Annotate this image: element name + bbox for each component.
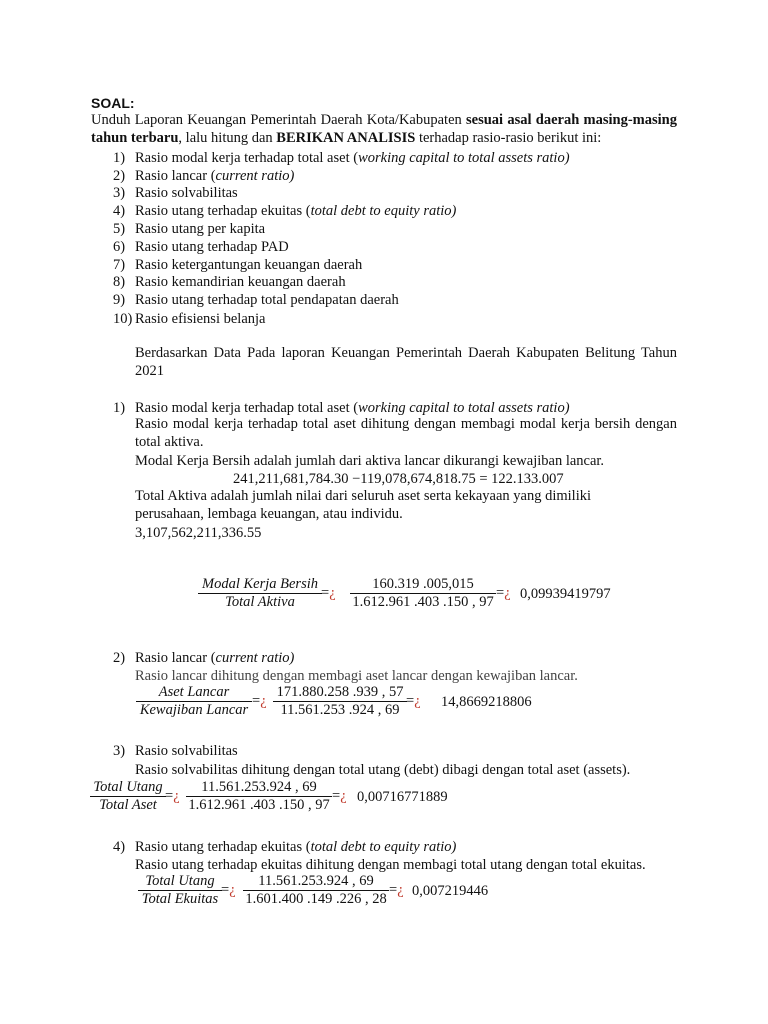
value-fraction: $\frac{171.880.258 .939 , 57}{11.561.253 .924 , 69}$ bbox=[273, 684, 407, 719]
value-fraction: $\frac{11.561.253.924 , 69}{1.601.400 .149 .226 , 28}$ bbox=[243, 873, 389, 908]
section-2-title: Rasio lancar (current ratio) bbox=[135, 650, 295, 666]
list-item: Rasio utang per kapita bbox=[135, 221, 266, 237]
intro-text-1: Unduh Laporan Keuangan Pemerintah Daerah Kota/Kabupaten bbox=[91, 112, 467, 128]
list-item-number: 6) bbox=[113, 239, 126, 255]
list-item: Rasio efisiensi belanja bbox=[135, 311, 266, 327]
equals-sign: =¿ bbox=[321, 585, 336, 601]
section-1-number: 1) bbox=[113, 400, 126, 416]
section-2-result: 14,8669218806 bbox=[441, 694, 532, 710]
formula-fraction: Aset Lancar Kewajiban Lancar bbox=[136, 684, 252, 719]
list-item-number: 9) bbox=[113, 292, 126, 308]
intro-bold-1: sesuai asal daerah masing-masing tahun terbaru bbox=[91, 112, 677, 146]
equals-sign: =¿ bbox=[221, 882, 236, 898]
section-1-result: 0,09939419797 bbox=[520, 586, 611, 602]
section-1-ta-definition: Total Aktiva adalah jumlah nilai dari seluruh aset serta kekayaan yang dimiliki perusahaan, lembaga keuangan, atau individu. bbox=[135, 488, 591, 522]
list-item: Rasio lancar (current ratio) bbox=[135, 168, 295, 184]
list-item-number: 8) bbox=[113, 274, 126, 290]
section-1-mkb-calculation: 241,211,681,784.30 −119,078,674,818.75 = 122.133.007 bbox=[233, 471, 564, 487]
value-fraction: $\frac{11.561.253.924 , 69}{1.612.961 .403 .150 , 97}$ bbox=[186, 779, 332, 814]
list-item: Rasio solvabilitas bbox=[135, 185, 238, 201]
formula-fraction: Modal Kerja Bersih Total Aktiva bbox=[198, 576, 322, 611]
list-item: Rasio kemandirian keuangan daerah bbox=[135, 274, 346, 290]
equals-sign: =¿ bbox=[332, 788, 347, 804]
section-4-title: Rasio utang terhadap ekuitas (total debt to equity ratio) bbox=[135, 839, 457, 855]
formula-fraction: Total Utang Total Aset bbox=[90, 779, 166, 814]
list-item: Rasio modal kerja terhadap total aset (working capital to total assets ratio) bbox=[135, 150, 570, 166]
section-4-result: 0,007219446 bbox=[412, 883, 489, 899]
section-1-mkb-definition: Modal Kerja Bersih adalah jumlah dari aktiva lancar dikurangi kewajiban lancar. bbox=[135, 453, 605, 469]
section-1-ta-value: 3,107,562,211,336.55 bbox=[135, 525, 262, 541]
section-3-number: 3) bbox=[113, 743, 126, 759]
section-4-description: Rasio utang terhadap ekuitas dihitung dengan membagi total utang dengan total ekuitas. bbox=[135, 857, 646, 873]
list-item: Rasio utang terhadap PAD bbox=[135, 239, 289, 255]
list-item: Rasio ketergantungan keuangan daerah bbox=[135, 257, 363, 273]
list-item-number: 4) bbox=[113, 203, 126, 219]
data-source-paragraph: Berdasarkan Data Pada laporan Keuangan Pemerintah Daerah Kabupaten Belitung Tahun 2021 bbox=[135, 345, 677, 379]
section-1-title: Rasio modal kerja terhadap total aset (working capital to total assets ratio) bbox=[135, 400, 570, 416]
value-fraction: $\frac{160.319 .005,015}{1.612.961 .403 .150 , 97}$ bbox=[350, 576, 496, 611]
section-2-number: 2) bbox=[113, 650, 126, 666]
equals-sign: =¿ bbox=[252, 693, 267, 709]
intro-text-3: terhadap rasio-rasio berikut ini: bbox=[415, 129, 602, 146]
list-item-number: 1) bbox=[113, 150, 126, 166]
list-item-number: 2) bbox=[113, 168, 126, 184]
equals-sign: =¿ bbox=[165, 788, 180, 804]
section-1-description: Rasio modal kerja terhadap total aset dihitung dengan membagi modal kerja bersih dengan total aktiva. bbox=[135, 416, 677, 450]
section-2-description: Rasio lancar dihitung dengan membagi aset lancar dengan kewajiban lancar. bbox=[135, 668, 578, 684]
equals-sign: =¿ bbox=[496, 585, 511, 601]
list-item-number: 10) bbox=[113, 311, 133, 327]
section-3-title: Rasio solvabilitas bbox=[135, 743, 238, 759]
list-item-number: 5) bbox=[113, 221, 126, 237]
intro-bold-2: BERIKAN ANALISIS bbox=[276, 129, 416, 146]
section-3-result: 0,00716771889 bbox=[357, 789, 448, 805]
equals-sign: =¿ bbox=[406, 693, 421, 709]
list-item-number: 7) bbox=[113, 257, 126, 273]
intro-paragraph bbox=[91, 112, 677, 147]
section-4-number: 4) bbox=[113, 839, 126, 855]
equals-sign: =¿ bbox=[389, 882, 404, 898]
list-item-number: 3) bbox=[113, 185, 126, 201]
list-item: Rasio utang terhadap ekuitas (total debt to equity ratio) bbox=[135, 203, 457, 219]
list-item: Rasio utang terhadap total pendapatan daerah bbox=[135, 292, 399, 308]
formula-fraction: Total Utang Total Ekuitas bbox=[138, 873, 222, 908]
page-title: SOAL: bbox=[91, 95, 135, 111]
intro-text-2: , lalu hitung dan bbox=[178, 129, 277, 146]
section-3-description: Rasio solvabilitas dihitung dengan total utang (debt) dibagi dengan total aset (assets). bbox=[135, 762, 631, 778]
